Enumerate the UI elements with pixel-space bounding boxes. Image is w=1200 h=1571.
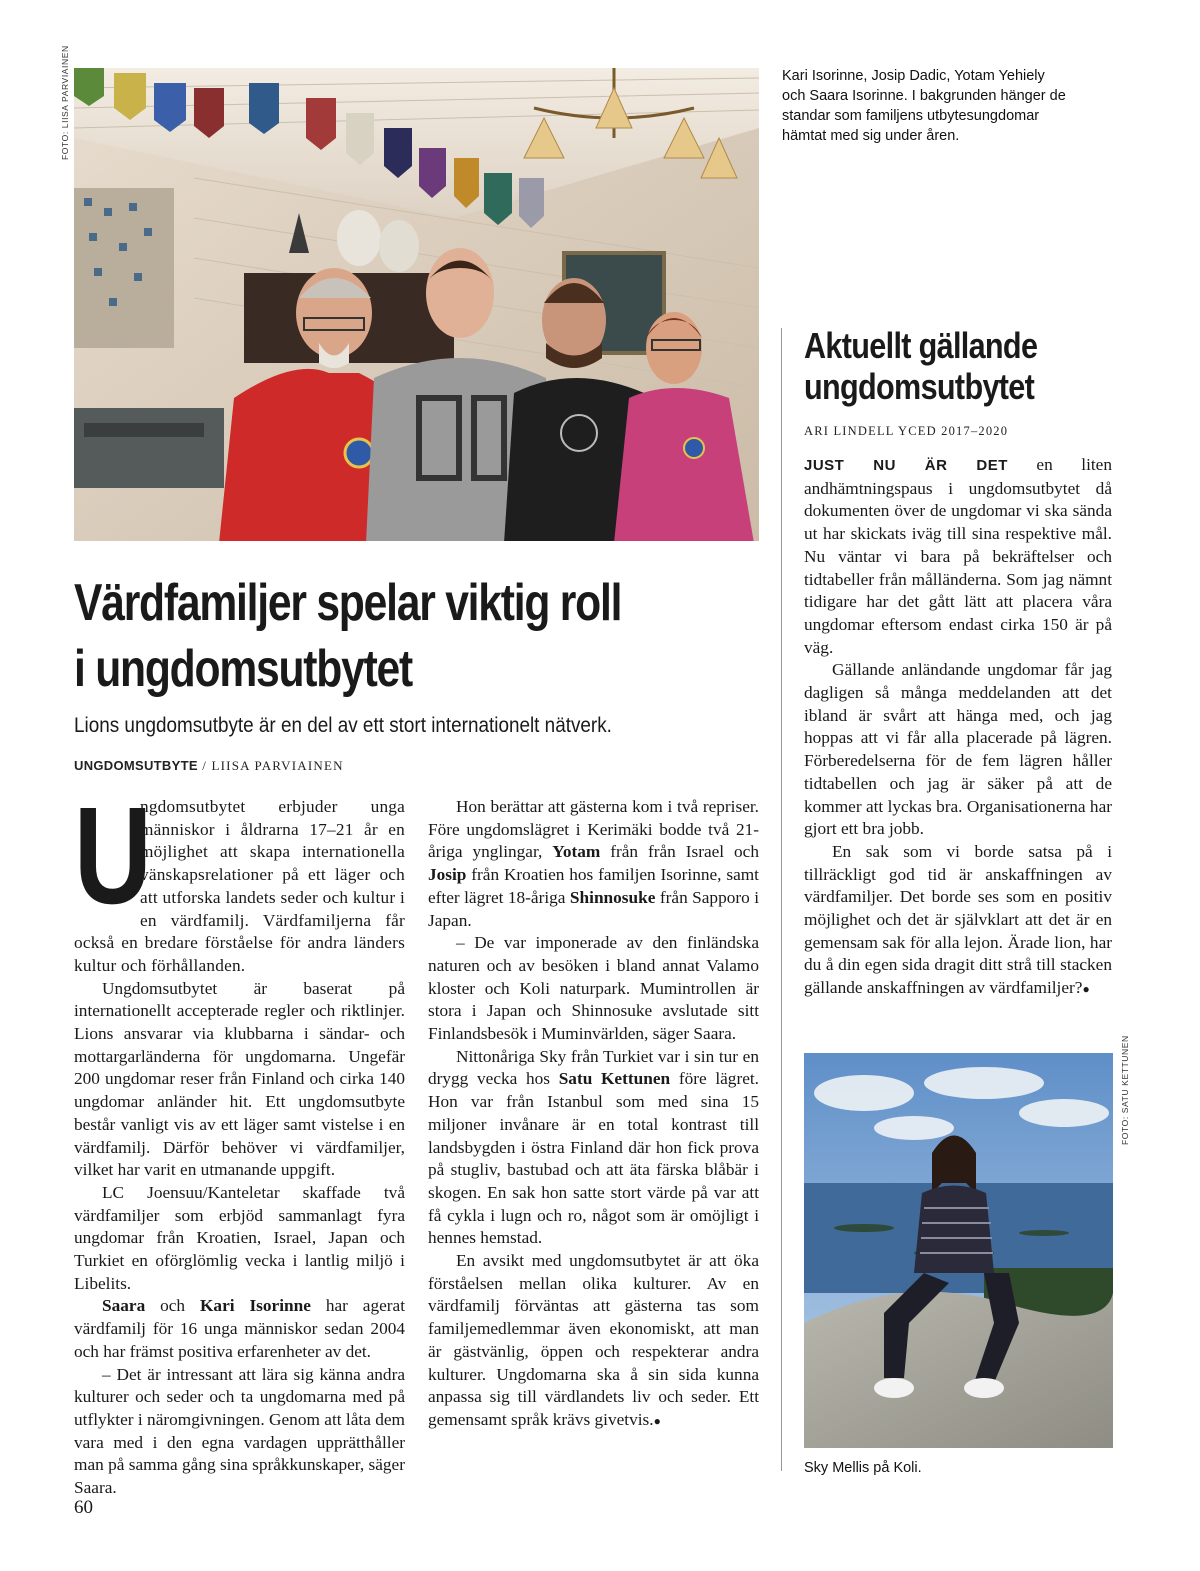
text-fragment: Nittonåriga Sky från Turkiet var i sin tur en drygg vecka hos bbox=[428, 1046, 759, 1089]
text-fragment: före lägret. Hon var från Istanbul som med sina 15 miljoner invånare är en total kontrast till landsbygden i östra Finland där hon fick prova på stugliv, bastubad och att äta färska blåbär i skogen. En sak hon satte stort värde på var att få cykla i lugn och ro, något som är omöjligt i hennes hemstad. bbox=[428, 1069, 759, 1248]
end-mark: ● bbox=[653, 1413, 661, 1428]
article-paragraph-9 bbox=[428, 1250, 759, 1433]
name-saara: Saara bbox=[102, 1296, 146, 1316]
main-photo-caption: Kari Isorinne, Josip Dadic, Yotam Yehiely och Saara Isorinne. I bakgrunden hänger de standar som familjens utbytesungdomar hämtat med sig under åren. bbox=[782, 68, 1066, 144]
article-title-line-1: Värdfamiljer spelar viktig roll bbox=[74, 574, 622, 632]
text-fragment: Hon berättar att gästerna kom i två repriser. Före ungdomslägret i Kerimäki bodde två 21-åriga ynglingar, bbox=[428, 797, 759, 862]
side-photo bbox=[804, 1053, 1113, 1448]
sidebar-end-mark: ● bbox=[1082, 982, 1090, 997]
sidebar-lead: JUST NU ÄR DET bbox=[804, 457, 1008, 474]
photo-credit-side: FOTO: SATU KETTUNEN bbox=[1120, 1035, 1130, 1145]
koli-landscape-image bbox=[804, 1053, 1113, 1448]
text-fragment: och bbox=[145, 1296, 200, 1316]
byline-separator: / bbox=[197, 758, 212, 773]
sidebar-paragraph-1 bbox=[804, 454, 1112, 659]
sidebar-rule bbox=[781, 328, 782, 1471]
sidebar-body bbox=[804, 454, 1112, 1001]
article-rubric: UNGDOMSUTBYTE bbox=[74, 758, 198, 773]
article-paragraph-7: – De var imponerade av den finländska naturen och av besöken i bland annat Valamo kloster och Koli naturpark. Mumintrollen är stora i Japan och Shinnosuke avslutade sitt Finlandsbesök i Muminvärlden, säger Saara. bbox=[428, 933, 759, 1044]
name-yotam: Yotam bbox=[552, 842, 601, 862]
text-fragment: en liten andhämtningspaus i ungdomsutbytet då dokumenten över de ungdomar vi ska sända ut har skickats iväg till sina respektive mål. Nu väntar vi bara på bekräftelser och tidtabeller från målländerna. Som jag nämnt tidigare har det gått lätt att placera våra ungdomar eftersom endast cirka 150 är på väg. bbox=[804, 455, 1112, 657]
article-paragraph-6 bbox=[428, 796, 759, 932]
text-fragment: har agerat värdfamilj för 16 unga människor sedan 2004 och har främst positiva erfarenheter av det. bbox=[74, 1296, 405, 1361]
text-fragment: från Sapporo i Japan. bbox=[428, 887, 760, 930]
text-fragment: från Kroatien hos familjen Isorinne, samt efter lägret 18-åriga bbox=[428, 865, 759, 907]
article-paragraph-5: – Det är intressant att lära sig känna andra kulturer och seder och ta ungdomarna med på utflykter i näromgivningen. Genom att låta dem vara med i den egna vardagen upprätthåller man på samma gång sina språkkunskaper, säger Saara. bbox=[74, 1364, 405, 1498]
article-column-2 bbox=[428, 796, 759, 1433]
sidebar-title-line-1: Aktuellt gällande bbox=[804, 325, 1038, 366]
name-kari-isorinne: Kari Isorinne bbox=[199, 1296, 311, 1316]
text-fragment: En avsikt med ungdomsutbytet är att öka förståelsen mellan olika kulturer. Av en värdfamilj förväntas att gästerna tas som familjemedlemmar även ekonomiskt, att man är gästvänlig, öppen och respekterar andra kulturer. Ungdomarna ska å sin sida kunna anpassa sig till värdlandets liv och seder. Ett gemensamt språk krävs givetvis. bbox=[428, 1251, 759, 1429]
article-column-1 bbox=[74, 779, 405, 1500]
text-fragment: En sak som vi borde satsa på i tillräckligt god tid är anskaffningen av värdfamiljer. Det borde ses som en positiv möjlighet och det är självklart att det är en gemensam sak för alla lejon. Ärade lion, har du å din egen sida dragit ditt strå till stacken gällande anskaffningen av värdfamiljer? bbox=[804, 841, 1112, 998]
article-paragraph-1: ngdomsutbytet erbjuder unga människor i åldrarna 17–21 år en möjlighet att skapa internationella vänskapsrelationer på ett läger och att utforska landets seder och kultur i en värdfamilj. Värdfamiljerna får också en bredare förståelse för andra länders kultur och förhållanden. bbox=[74, 797, 405, 975]
text-fragment: från från Israel och bbox=[600, 842, 759, 862]
drop-cap: U bbox=[74, 779, 152, 933]
sidebar-byline: ARI LINDELL YCED 2017–2020 bbox=[804, 424, 1009, 438]
article-paragraph-4 bbox=[74, 1295, 405, 1363]
article-title-line-2: i ungdomsutbytet bbox=[74, 640, 412, 698]
sidebar-paragraph-2: Gällande anländande ungdomar får jag dagligen så många meddelanden att det ibland är svårt att hänga med, och jag hoppas att vi får alla placerade på lägren. Förberedelserna för de fem lägren håller tidtabellen och jag är säker på att de kommer att lyckas bra. Organisationerna har gjort ett bra jobb. bbox=[804, 660, 1112, 839]
side-photo-caption: Sky Mellis på Koli. bbox=[804, 1460, 922, 1476]
sidebar-title-line-2: ungdomsutbytet bbox=[804, 366, 1035, 407]
article-paragraph-2: Ungdomsutbytet är baserat på internationellt accepterade regler och riktlinjer. Lions ansvarar via klubbarna i sändar- och mottargarländerna för ungdomarna. Ungefär 200 ungdomar reser från Finland och cirka 140 ungdomar anländer hit. Ett ungdomsutbyte består vanligt vis av ett läger samt vistelse i en värdfamilj. Därför behöver vi värdfamiljer, vilket har varit en utmanande uppgift. bbox=[74, 978, 405, 1180]
article-byline bbox=[74, 758, 344, 774]
name-josip: Josip bbox=[428, 865, 467, 885]
article-author: LIISA PARVIAINEN bbox=[211, 758, 344, 773]
group-portrait-image bbox=[74, 68, 759, 541]
name-shinnosuke: Shinnosuke bbox=[569, 887, 656, 907]
page-number: 60 bbox=[74, 1497, 93, 1518]
main-photo bbox=[74, 68, 759, 541]
article-paragraph-8 bbox=[428, 1046, 759, 1250]
sidebar-paragraph-3 bbox=[804, 841, 1112, 1001]
article-paragraph-3: LC Joensuu/Kanteletar skaffade två värdfamiljer som erbjöd sammanlagt fyra ungdomar från Kroatien, Israel, Japan och Turkiet en oförglömlig vecka i lantlig miljö i Libelits. bbox=[74, 1182, 405, 1293]
article-standfirst: Lions ungdomsutbyte är en del av ett stort internationelt nätverk. bbox=[74, 714, 612, 737]
photo-credit-main: FOTO: LIISA PARVIAINEN bbox=[60, 45, 70, 160]
name-satu-kettunen: Satu Kettunen bbox=[558, 1069, 671, 1089]
